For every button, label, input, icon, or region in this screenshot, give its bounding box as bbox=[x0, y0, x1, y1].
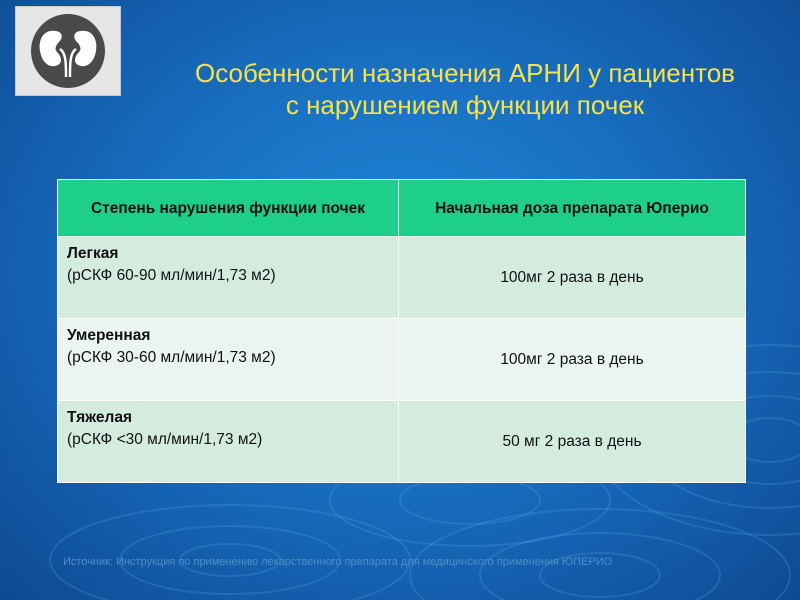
table-header-row bbox=[58, 180, 746, 237]
dosage-table bbox=[57, 179, 746, 483]
dose-cell: 100мг 2 раза в день bbox=[399, 319, 746, 401]
column-header-dose: Начальная доза препарата Юперио bbox=[399, 180, 746, 237]
severity-cell bbox=[58, 237, 399, 319]
title-line-1: Особенности назначения АРНИ у пациентов bbox=[194, 58, 735, 88]
severity-label: Легкая bbox=[67, 245, 119, 262]
table-row bbox=[58, 237, 746, 319]
logo-box bbox=[15, 6, 121, 96]
gfr-range: (рСКФ 30-60 мл/мин/1,73 м2) bbox=[67, 349, 276, 366]
severity-cell bbox=[58, 401, 399, 483]
severity-label: Умеренная bbox=[67, 327, 151, 344]
severity-label: Тяжелая bbox=[67, 409, 133, 426]
title-line-2: с нарушением функции почек bbox=[285, 90, 645, 120]
gfr-range: (рСКФ <30 мл/мин/1,73 м2) bbox=[67, 431, 263, 448]
page-title bbox=[130, 57, 800, 121]
kidneys-icon bbox=[16, 7, 120, 95]
column-header-severity: Степень нарушения функции почек bbox=[58, 180, 399, 237]
table-row bbox=[58, 401, 746, 483]
severity-cell bbox=[58, 319, 399, 401]
dose-cell: 50 мг 2 раза в день bbox=[399, 401, 746, 483]
table-row bbox=[58, 319, 746, 401]
source-note: Источник: Инструкция по применению лекарственного препарата для медицинского применения ЮПЕРИО bbox=[63, 556, 613, 568]
gfr-range: (рСКФ 60-90 мл/мин/1,73 м2) bbox=[67, 267, 276, 284]
dose-cell: 100мг 2 раза в день bbox=[399, 237, 746, 319]
